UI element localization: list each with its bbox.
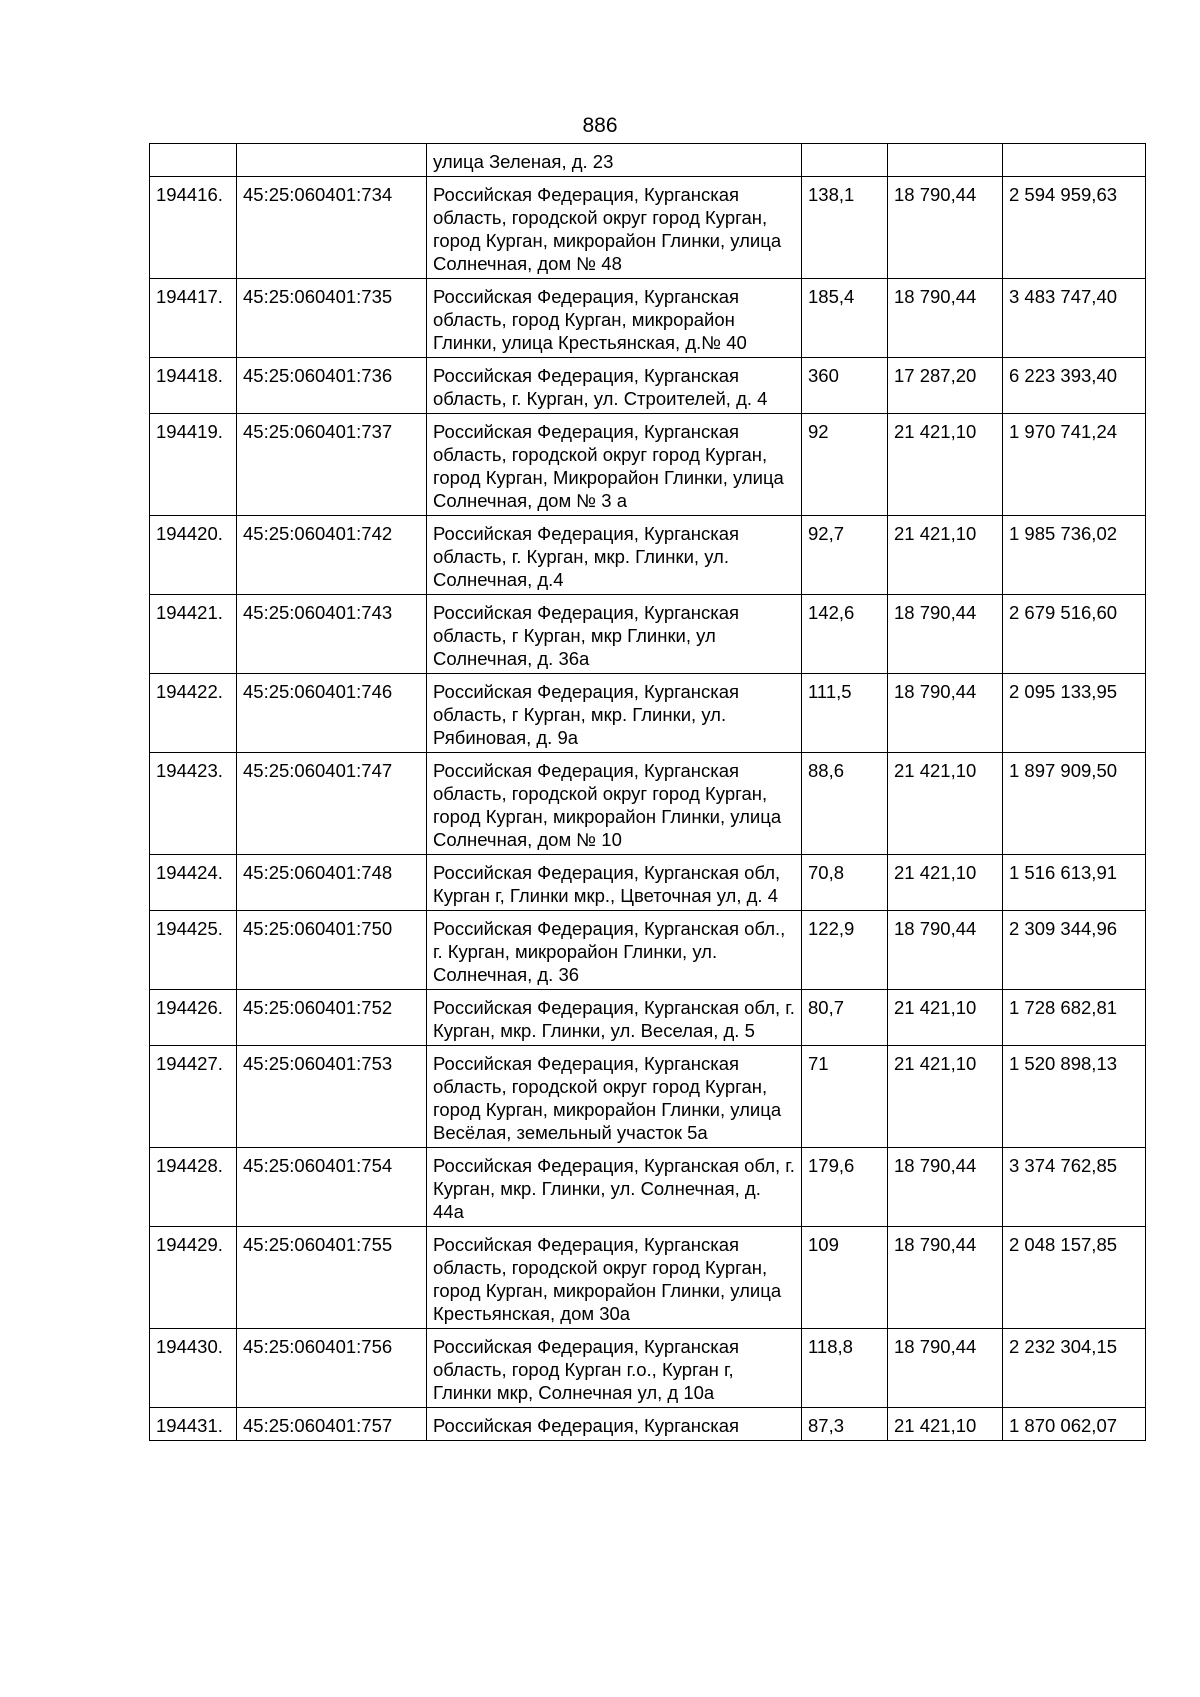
unit-price-cell: 18 790,44	[888, 1227, 1003, 1329]
cadastral-number-cell: 45:25:060401:752	[237, 990, 427, 1046]
cadastral-number-cell: 45:25:060401:750	[237, 911, 427, 990]
cadastral-value-cell: 1 520 898,13	[1003, 1046, 1146, 1148]
table-row	[150, 516, 1146, 595]
table-row	[150, 990, 1146, 1046]
address-cell: Российская Федерация, Курганская область, городской округ город Курган, город Курган, микрорайон Глинки, улица Солнечная, дом № 10	[427, 753, 802, 855]
unit-price-cell: 18 790,44	[888, 595, 1003, 674]
cadastral-value-cell: 1 970 741,24	[1003, 414, 1146, 516]
cadastral-value-cell: 2 679 516,60	[1003, 595, 1146, 674]
area-cell: 92,7	[802, 516, 888, 595]
table-row	[150, 1046, 1146, 1148]
address-cell: Российская Федерация, Курганская область, городской округ город Курган, город Курган, микрорайон Глинки, улица Весёлая, земельный участок 5а	[427, 1046, 802, 1148]
area-cell: 111,5	[802, 674, 888, 753]
address-cell: Российская Федерация, Курганская область, г Курган, мкр Глинки, ул Солнечная, д. 36а	[427, 595, 802, 674]
unit-price-cell: 18 790,44	[888, 911, 1003, 990]
area-cell: 118,8	[802, 1329, 888, 1408]
area-cell: 70,8	[802, 855, 888, 911]
address-cell: Российская Федерация, Курганская область, городской округ город Курган, город Курган, микрорайон Глинки, улица Солнечная, дом № 48	[427, 177, 802, 279]
row-number-cell: 194422.	[150, 674, 237, 753]
cadastral-number-cell: 45:25:060401:734	[237, 177, 427, 279]
table-row	[150, 595, 1146, 674]
table-row	[150, 144, 1146, 177]
row-number-cell: 194418.	[150, 358, 237, 414]
page-number: 886	[582, 114, 618, 137]
cadastral-number-cell: 45:25:060401:742	[237, 516, 427, 595]
address-cell: Российская Федерация, Курганская обл., г. Курган, микрорайон Глинки, ул. Солнечная, д. 36	[427, 911, 802, 990]
row-number-cell: 194425.	[150, 911, 237, 990]
cadastral-number-cell: 45:25:060401:736	[237, 358, 427, 414]
table-row	[150, 911, 1146, 990]
table-row	[150, 1408, 1146, 1441]
area-cell: 179,6	[802, 1148, 888, 1227]
row-number-cell: 194419.	[150, 414, 237, 516]
address-cell: Российская Федерация, Курганская область, городской округ город Курган, город Курган, микрорайон Глинки, улица Крестьянская, дом 30а	[427, 1227, 802, 1329]
table-row	[150, 753, 1146, 855]
cadastral-number-cell: 45:25:060401:754	[237, 1148, 427, 1227]
cadastral-value-cell: 1 516 613,91	[1003, 855, 1146, 911]
row-number-cell: 194428.	[150, 1148, 237, 1227]
row-number-cell: 194421.	[150, 595, 237, 674]
row-number-cell: 194426.	[150, 990, 237, 1046]
unit-price-cell: 18 790,44	[888, 279, 1003, 358]
cadastral-number-cell: 45:25:060401:756	[237, 1329, 427, 1408]
cadastral-value-cell: 6 223 393,40	[1003, 358, 1146, 414]
unit-price-cell: 17 287,20	[888, 358, 1003, 414]
unit-price-cell: 21 421,10	[888, 1046, 1003, 1148]
cadastral-number-cell: 45:25:060401:737	[237, 414, 427, 516]
row-number-cell: 194416.	[150, 177, 237, 279]
unit-price-cell: 18 790,44	[888, 674, 1003, 753]
cadastral-number-cell: 45:25:060401:743	[237, 595, 427, 674]
address-cell: Российская Федерация, Курганская область, город Курган г.о., Курган г, Глинки мкр, Солнечная ул, д 10а	[427, 1329, 802, 1408]
area-cell: 138,1	[802, 177, 888, 279]
cadastral-number-cell: 45:25:060401:755	[237, 1227, 427, 1329]
row-number-cell: 194429.	[150, 1227, 237, 1329]
area-cell: 80,7	[802, 990, 888, 1046]
table-row	[150, 1148, 1146, 1227]
table-row	[150, 279, 1146, 358]
table-row	[150, 177, 1146, 279]
unit-price-cell: 21 421,10	[888, 855, 1003, 911]
unit-price-cell: 21 421,10	[888, 990, 1003, 1046]
cadastral-value-cell	[1003, 144, 1146, 177]
area-cell: 360	[802, 358, 888, 414]
area-cell: 88,6	[802, 753, 888, 855]
cadastral-number-cell: 45:25:060401:748	[237, 855, 427, 911]
area-cell	[802, 144, 888, 177]
area-cell: 185,4	[802, 279, 888, 358]
area-cell: 109	[802, 1227, 888, 1329]
address-cell: Российская Федерация, Курганская обл, Курган г, Глинки мкр., Цветочная ул, д. 4	[427, 855, 802, 911]
cadastral-value-cell: 2 095 133,95	[1003, 674, 1146, 753]
row-number-cell: 194417.	[150, 279, 237, 358]
unit-price-cell: 21 421,10	[888, 1408, 1003, 1441]
address-cell: улица Зеленая, д. 23	[427, 144, 802, 177]
cadastral-value-cell: 1 728 682,81	[1003, 990, 1146, 1046]
unit-price-cell: 21 421,10	[888, 753, 1003, 855]
cadastral-number-cell: 45:25:060401:753	[237, 1046, 427, 1148]
row-number-cell: 194430.	[150, 1329, 237, 1408]
table-row	[150, 1227, 1146, 1329]
unit-price-cell: 18 790,44	[888, 1148, 1003, 1227]
cadastral-number-cell: 45:25:060401:747	[237, 753, 427, 855]
unit-price-cell: 18 790,44	[888, 177, 1003, 279]
address-cell: Российская Федерация, Курганская обл, г. Курган, мкр. Глинки, ул. Веселая, д. 5	[427, 990, 802, 1046]
area-cell: 87,3	[802, 1408, 888, 1441]
row-number-cell: 194423.	[150, 753, 237, 855]
cadastral-value-cell: 2 232 304,15	[1003, 1329, 1146, 1408]
cadastral-number-cell	[237, 144, 427, 177]
address-cell: Российская Федерация, Курганская область, город Курган, микрорайон Глинки, улица Крестьянская, д.№ 40	[427, 279, 802, 358]
address-cell: Российская Федерация, Курганская область, г Курган, мкр. Глинки, ул. Рябиновая, д. 9а	[427, 674, 802, 753]
address-cell: Российская Федерация, Курганская	[427, 1408, 802, 1441]
address-cell: Российская Федерация, Курганская обл, г. Курган, мкр. Глинки, ул. Солнечная, д. 44а	[427, 1148, 802, 1227]
address-cell: Российская Федерация, Курганская область, г. Курган, ул. Строителей, д. 4	[427, 358, 802, 414]
row-number-cell: 194431.	[150, 1408, 237, 1441]
area-cell: 122,9	[802, 911, 888, 990]
unit-price-cell	[888, 144, 1003, 177]
unit-price-cell: 21 421,10	[888, 414, 1003, 516]
table-row	[150, 674, 1146, 753]
row-number-cell	[150, 144, 237, 177]
cadastral-value-cell: 1 985 736,02	[1003, 516, 1146, 595]
area-cell: 92	[802, 414, 888, 516]
table-row	[150, 414, 1146, 516]
cadastral-value-cell: 3 483 747,40	[1003, 279, 1146, 358]
row-number-cell: 194420.	[150, 516, 237, 595]
address-cell: Российская Федерация, Курганская область, городской округ город Курган, город Курган, Микрорайон Глинки, улица Солнечная, дом № 3 а	[427, 414, 802, 516]
address-cell: Российская Федерация, Курганская область, г. Курган, мкр. Глинки, ул. Солнечная, д.4	[427, 516, 802, 595]
registry-table-body	[150, 144, 1146, 1441]
unit-price-cell: 18 790,44	[888, 1329, 1003, 1408]
row-number-cell: 194427.	[150, 1046, 237, 1148]
table-row	[150, 855, 1146, 911]
cadastral-number-cell: 45:25:060401:757	[237, 1408, 427, 1441]
unit-price-cell: 21 421,10	[888, 516, 1003, 595]
area-cell: 71	[802, 1046, 888, 1148]
cadastral-number-cell: 45:25:060401:746	[237, 674, 427, 753]
table-row	[150, 358, 1146, 414]
cadastral-value-cell: 1 870 062,07	[1003, 1408, 1146, 1441]
registry-table	[149, 143, 1146, 1441]
table-row	[150, 1329, 1146, 1408]
cadastral-value-cell: 1 897 909,50	[1003, 753, 1146, 855]
area-cell: 142,6	[802, 595, 888, 674]
cadastral-value-cell: 2 309 344,96	[1003, 911, 1146, 990]
cadastral-value-cell: 3 374 762,85	[1003, 1148, 1146, 1227]
cadastral-value-cell: 2 048 157,85	[1003, 1227, 1146, 1329]
cadastral-value-cell: 2 594 959,63	[1003, 177, 1146, 279]
cadastral-number-cell: 45:25:060401:735	[237, 279, 427, 358]
row-number-cell: 194424.	[150, 855, 237, 911]
